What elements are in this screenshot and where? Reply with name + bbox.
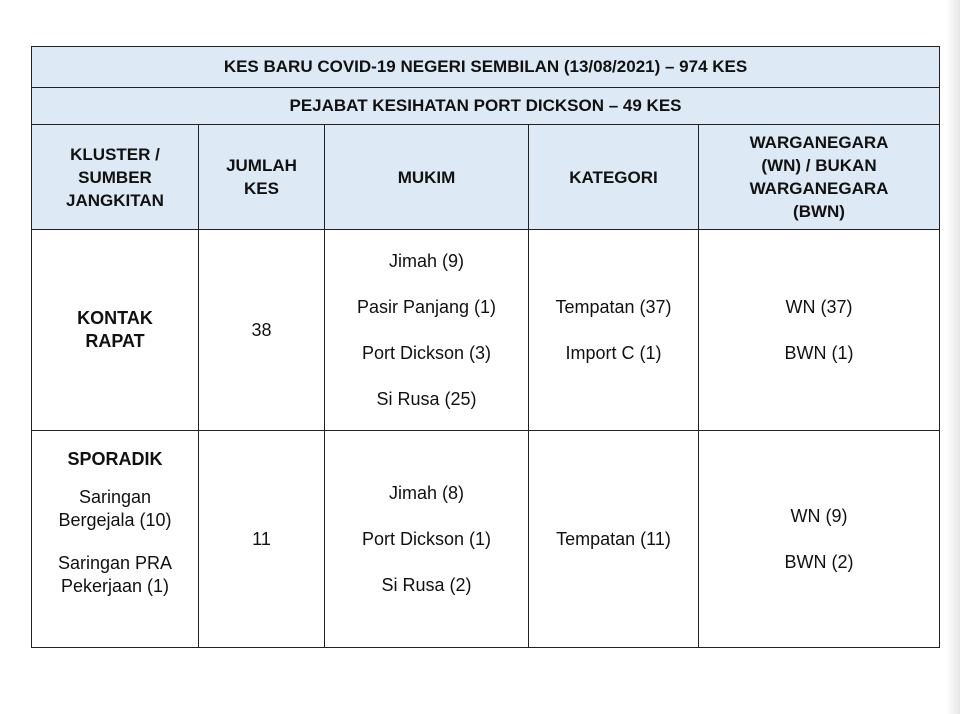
list-item: Tempatan (11) [556, 528, 671, 549]
header-kategori: KATEGORI [529, 125, 699, 230]
list-item: Jimah (9) [388, 250, 464, 271]
cell-mukim [325, 230, 529, 431]
cell-mukim [325, 431, 529, 648]
header-jumlah: JUMLAH KES [199, 125, 325, 230]
cell-kluster: KONTAK RAPAT [32, 230, 199, 431]
table-subtitle: PEJABAT KESIHATAN PORT DICKSON – 49 KES [32, 88, 940, 125]
cell-jumlah: 38 [199, 230, 325, 431]
list-item: Si Rusa (25) [376, 388, 477, 409]
header-mukim: MUKIM [325, 125, 529, 230]
cell-kluster: SPORADIK Saringan Bergejala (10) Saringan PRA Pekerjaan (1) [32, 431, 199, 648]
list-item: Pasir Panjang (1) [356, 296, 497, 317]
list-item: WN (37) [785, 296, 853, 317]
header-warganegara: WARGANEGARA (WN) / BUKAN WARGANEGARA (BWN) [699, 125, 940, 230]
table-title: KES BARU COVID-19 NEGERI SEMBILAN (13/08/2021) – 974 KES [32, 47, 940, 88]
cell-warganegara [699, 230, 940, 431]
covid-cases-table [31, 46, 940, 648]
cell-jumlah: 11 [199, 431, 325, 648]
list-item: BWN (1) [784, 342, 854, 363]
cell-kategori [529, 431, 699, 648]
cell-kategori [529, 230, 699, 431]
cell-warganegara [699, 431, 940, 648]
table-row [32, 431, 940, 648]
list-item: Port Dickson (3) [361, 342, 492, 363]
page-edge-shadow [946, 0, 960, 714]
list-item: WN (9) [790, 505, 848, 526]
list-item: Port Dickson (1) [361, 528, 492, 549]
list-item: Jimah (8) [388, 482, 464, 503]
header-row [32, 125, 940, 230]
list-item: Tempatan (37) [555, 296, 672, 317]
header-kluster: KLUSTER / SUMBER JANGKITAN [32, 125, 199, 230]
table-row [32, 230, 940, 431]
list-item: Import C (1) [565, 342, 662, 363]
list-item: Si Rusa (2) [381, 574, 472, 595]
list-item: BWN (2) [784, 551, 854, 572]
